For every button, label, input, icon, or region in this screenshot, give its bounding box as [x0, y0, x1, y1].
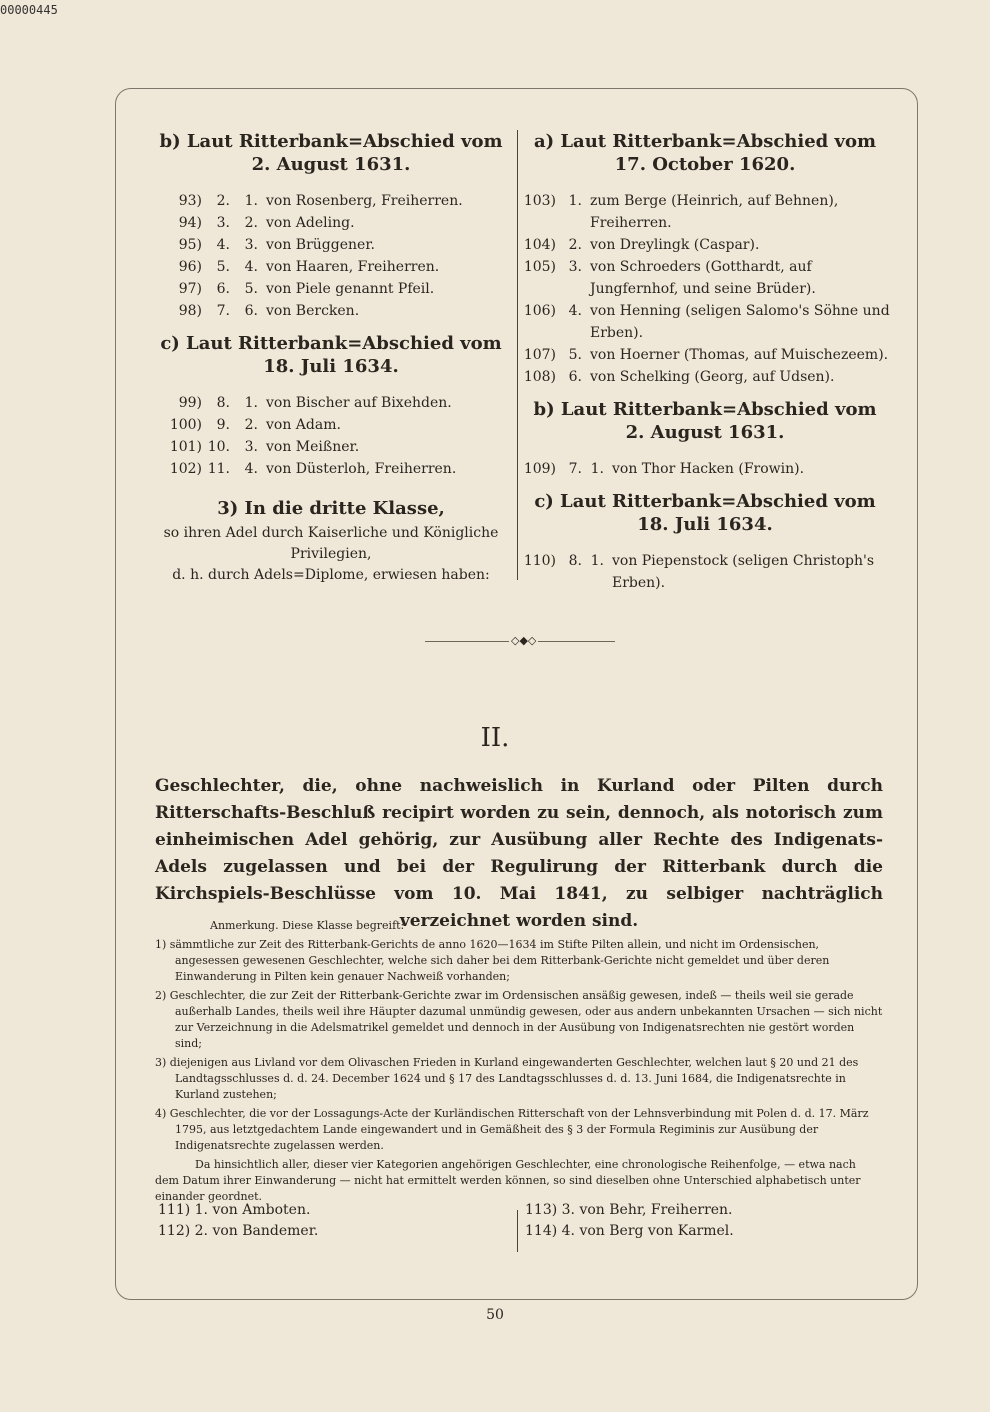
entry-number: 114): [525, 1223, 558, 1239]
list-item: [150, 234, 512, 256]
list-item: [520, 366, 890, 388]
entry-index: 2.: [244, 417, 258, 433]
entry-list: [520, 458, 890, 480]
list-item: [525, 1221, 734, 1242]
list-item: [150, 256, 512, 278]
entry-number: 104): [523, 237, 556, 253]
class-description: [150, 523, 512, 586]
entry-number: 96): [178, 259, 202, 275]
entry-number: 106): [523, 303, 556, 319]
entry-list: [520, 550, 890, 594]
notes-block: [155, 918, 883, 1208]
list-item: [150, 190, 512, 212]
entry-number: 94): [178, 215, 202, 231]
right-column: [520, 130, 890, 594]
entry-index: 4.: [561, 1223, 575, 1239]
roman-numeral-heading: II.: [480, 723, 510, 753]
list-item: [158, 1200, 318, 1221]
entry-text: von Dreylingk (Caspar).: [590, 237, 760, 253]
section-heading: c) Laut Ritterbank=Abschied vom: [160, 333, 502, 354]
entry-number: 108): [523, 369, 556, 385]
entry-text: von Hoerner (Thomas, auf Muischezeem).: [590, 347, 889, 363]
entry-subnumber: 6.: [216, 281, 230, 297]
list-item: [520, 550, 890, 594]
column-divider: [517, 1210, 518, 1252]
entry-text: von Adeling.: [266, 215, 355, 231]
entry-number: 98): [178, 303, 202, 319]
entry-text: von Meißner.: [266, 439, 360, 455]
entry-text: von Adam.: [266, 417, 341, 433]
entry-number: 95): [178, 237, 202, 253]
entry-text: von Amboten.: [212, 1202, 311, 1218]
entry-text: von Thor Hacken (Frowin).: [612, 461, 805, 477]
entry-subnumber: 4.: [216, 237, 230, 253]
entry-number: 107): [523, 347, 556, 363]
entry-text: von Haaren, Freiherren.: [266, 259, 440, 275]
entry-number: 113): [525, 1202, 558, 1218]
entry-subnumber: 2.: [568, 237, 582, 253]
scan-id: 00000445: [0, 3, 58, 17]
entry-subnumber: 5.: [568, 347, 582, 363]
list-item: [150, 278, 512, 300]
entry-text: von Düsterloh, Freiherren.: [266, 461, 457, 477]
entry-number: 105): [523, 259, 556, 275]
entry-number: 110): [523, 553, 556, 569]
entry-subnumber: 1.: [568, 193, 582, 209]
list-item: [150, 458, 512, 480]
entry-list: [150, 392, 512, 480]
entry-text: von Schroeders (Gotthardt, auf Jungfernhof, und seine Brüder).: [590, 259, 816, 297]
entry-subnumber: 2.: [216, 193, 230, 209]
section-heading-date: 18. Juli 1634.: [263, 356, 399, 377]
section-heading: a) Laut Ritterbank=Abschied vom: [533, 131, 877, 152]
section-heading-date: 18. Juli 1634.: [637, 514, 773, 535]
list-item: [150, 300, 512, 322]
note-item: 4) Geschlechter, die vor der Lossagungs-Acte der Kurländischen Ritterschaft von der Lehnsverbindung mit Polen d. d. 17. März 1795, aus letztgedachtem Lande eingewandert und in Gemäßheit des § 3 der Formula Regiminis zur Ausübung der Indigenatsrechte zugelassen werden.: [155, 1107, 869, 1152]
entry-subnumber: 11.: [207, 461, 230, 477]
note-item: 1) sämmtliche zur Zeit des Ritterbank-Gerichts de anno 1620—1634 im Stifte Pilten allein, und nicht im Ordensischen, angesessen gewesenen Geschlechter, welche sich daher bei dem Ritterbank-Gerichte nicht gemeldet und über deren Einwanderung in Pilten kein genauer Nachweiß vorhanden;: [155, 938, 830, 983]
entry-subnumber: 3.: [568, 259, 582, 275]
entry-list: [150, 190, 512, 322]
class-heading: 3) In die dritte Klasse,: [217, 498, 445, 519]
entry-list: [520, 190, 890, 388]
entry-index: 6.: [244, 303, 258, 319]
section-heading-date: 17. October 1620.: [614, 154, 796, 175]
section-description: Geschlechter, die, ohne nachweislich in Kurland oder Pilten durch Ritterschafts-Beschluß recipirt worden zu sein, dennoch, als notorisch zum einheimischen Adel gehörig, zur Ausübung aller Rechte des Indigenats-Adels zugelassen und bei der Regulirung der Ritterbank durch die Kirchspiels-Beschlüsse vom 10. Mai 1841, zu selbiger nachträglich verzeichnet worden sind.: [155, 776, 883, 931]
list-item: [520, 256, 890, 300]
column-divider: [517, 130, 518, 580]
note-item: 2) Geschlechter, die zur Zeit der Ritterbank-Gerichte zwar im Ordensischen ansäßig gewesen, indeß — theils weil sie gerade außerhalb Landes, theils weil ihre Häupter dazumal unmündig gewesen, oder aus andern unbekannten Ursachen — sich nicht zur Verzeichnung in die Adelsmatrikel gemeldet und dennoch in der Ausübung von Indigenatsrechten nie gestört worden sind;: [155, 989, 883, 1050]
list-item: [150, 392, 512, 414]
entry-text: von Bandemer.: [212, 1223, 319, 1239]
note-item: 3) diejenigen aus Livland vor dem Olivaschen Frieden in Kurland eingewanderten Geschlechter, welchen laut § 20 und 21 des Landtagsschlusses d. d. 24. December 1624 und § 17 des Landtagsschlusses d. d. 13. Juni 1684, die Indigenatsrechte in Kurland zustehen;: [155, 1056, 859, 1101]
list-item: [520, 344, 890, 366]
list-item: [525, 1200, 734, 1221]
entry-text: von Piele genannt Pfeil.: [266, 281, 435, 297]
list-item: [520, 458, 890, 480]
entry-subnumber: 3.: [216, 215, 230, 231]
entry-text: von Schelking (Georg, auf Udsen).: [590, 369, 835, 385]
notes-final: Da hinsichtlich aller, dieser vier Kategorien angehörigen Geschlechter, eine chronologische Reihenfolge, — etwa nach dem Datum ihrer Einwanderung — nicht hat ermittelt werden können, so sind dieselben ohne Unterschied alphabetisch unter einander geordnet.: [155, 1158, 861, 1203]
section-heading-date: 2. August 1631.: [625, 422, 785, 443]
entry-text: von Piepenstock (seligen Christoph's Erben).: [612, 553, 875, 591]
section-heading: b) Laut Ritterbank=Abschied vom: [159, 131, 503, 152]
entry-number: 112): [158, 1223, 191, 1239]
section-heading: b) Laut Ritterbank=Abschied vom: [533, 399, 877, 420]
entry-subnumber: 5.: [216, 259, 230, 275]
entry-index: 1.: [590, 553, 604, 569]
entry-text: von Berg von Karmel.: [579, 1223, 734, 1239]
entry-number: 99): [178, 395, 202, 411]
entry-subnumber: 4.: [568, 303, 582, 319]
entry-index: 1.: [194, 1202, 208, 1218]
entry-number: 109): [523, 461, 556, 477]
list-item: [520, 234, 890, 256]
entry-index: 1.: [244, 395, 258, 411]
bottom-entries-left: [158, 1200, 318, 1242]
section-heading-date: 2. August 1631.: [251, 154, 411, 175]
entry-number: 101): [169, 439, 202, 455]
entry-text: von Bercken.: [266, 303, 360, 319]
entry-subnumber: 10.: [207, 439, 230, 455]
entry-subnumber: 9.: [216, 417, 230, 433]
entry-text: von Henning (seligen Salomo's Söhne und Erben).: [590, 303, 890, 341]
ornament-icon: ◇◆◇: [511, 634, 537, 647]
list-item: [150, 414, 512, 436]
list-item: [150, 436, 512, 458]
notes-heading: Anmerkung. Diese Klasse begreift:: [210, 919, 405, 932]
entry-text: zum Berge (Heinrich, auf Behnen), Freiherren.: [590, 193, 839, 231]
bottom-entries-right: [525, 1200, 734, 1242]
list-item: [150, 212, 512, 234]
section-heading: c) Laut Ritterbank=Abschied vom: [534, 491, 876, 512]
class-description-line: d. h. durch Adels=Diplome, erwiesen haben:: [172, 567, 490, 583]
entry-number: 111): [158, 1202, 191, 1218]
entry-text: von Rosenberg, Freiherren.: [266, 193, 463, 209]
entry-index: 5.: [244, 281, 258, 297]
entry-subnumber: 6.: [568, 369, 582, 385]
entry-number: 100): [169, 417, 202, 433]
entry-text: von Behr, Freiherren.: [579, 1202, 733, 1218]
entry-subnumber: 7.: [216, 303, 230, 319]
entry-index: 1.: [244, 193, 258, 209]
class-description-line: so ihren Adel durch Kaiserliche und Königliche Privilegien,: [163, 525, 499, 562]
entry-subnumber: 7.: [568, 461, 582, 477]
list-item: [520, 190, 890, 234]
entry-subnumber: 8.: [568, 553, 582, 569]
entry-index: 4.: [244, 461, 258, 477]
entry-number: 97): [178, 281, 202, 297]
entry-text: von Bischer auf Bixehden.: [266, 395, 452, 411]
entry-subnumber: 8.: [216, 395, 230, 411]
entry-number: 93): [178, 193, 202, 209]
list-item: [520, 300, 890, 344]
left-column: [150, 130, 512, 586]
entry-number: 102): [169, 461, 202, 477]
list-item: [158, 1221, 318, 1242]
entry-index: 2.: [194, 1223, 208, 1239]
entry-number: 103): [523, 193, 556, 209]
entry-index: 2.: [244, 215, 258, 231]
entry-index: 1.: [590, 461, 604, 477]
entry-index: 3.: [561, 1202, 575, 1218]
entry-index: 4.: [244, 259, 258, 275]
entry-text: von Brüggener.: [266, 237, 375, 253]
entry-index: 3.: [244, 237, 258, 253]
page-number: 50: [486, 1307, 504, 1323]
entry-index: 3.: [244, 439, 258, 455]
